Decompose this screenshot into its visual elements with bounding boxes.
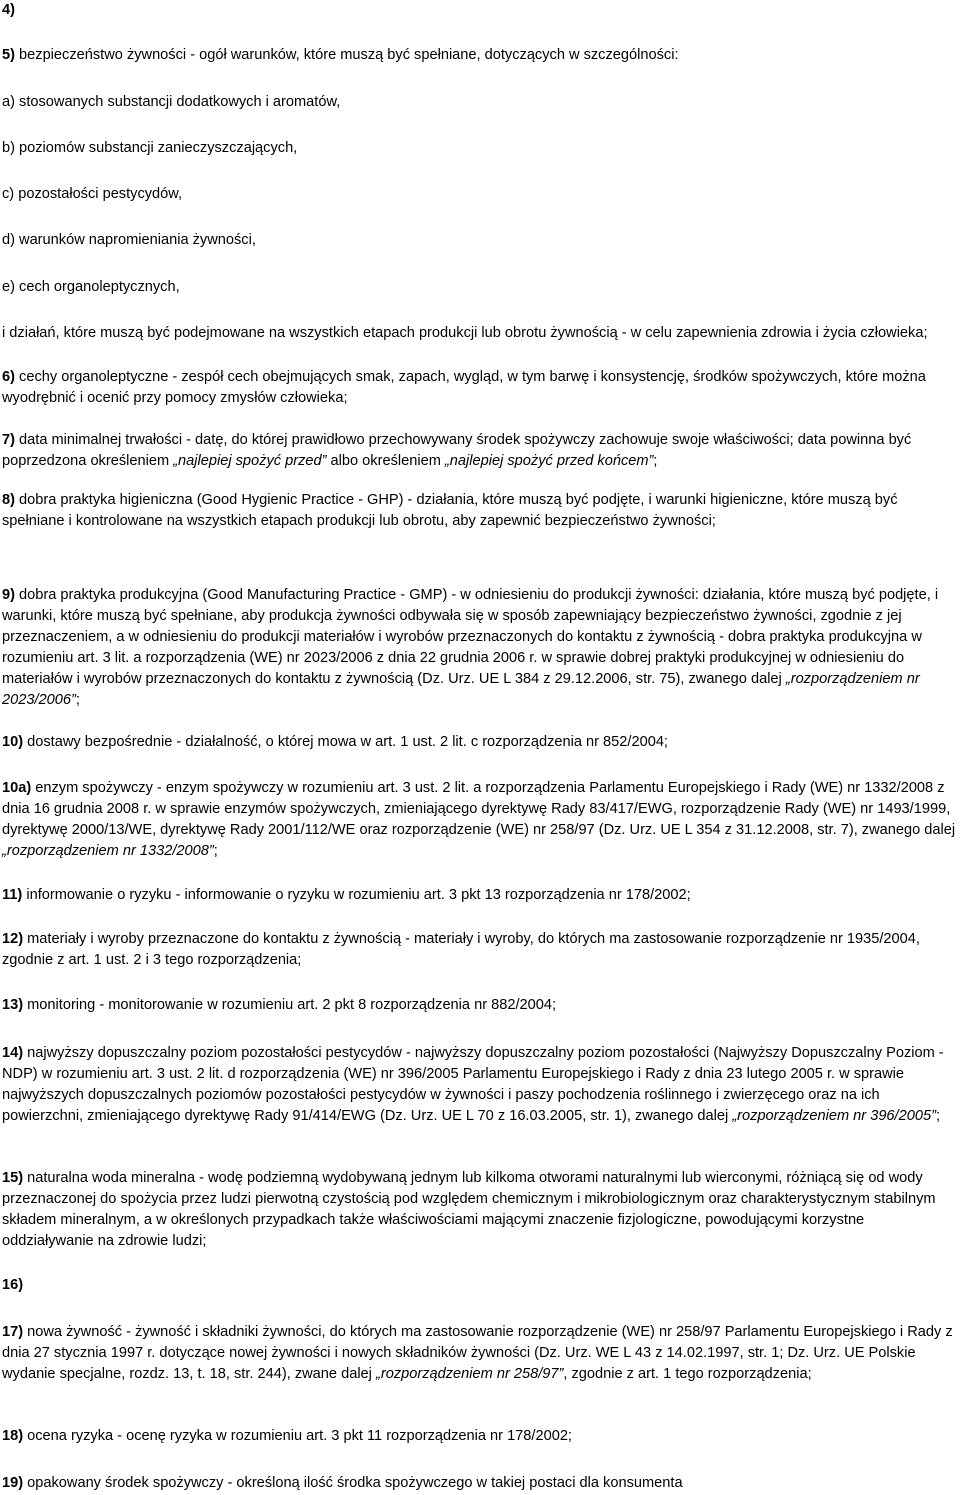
paragraph: [2, 0, 956, 21]
paragraph-text: a) stosowanych substancji dodatkowych i aromatów,: [2, 94, 341, 110]
paragraph: [2, 1043, 956, 1127]
paragraph-text: ;: [653, 453, 658, 469]
item-number: 11): [2, 887, 23, 903]
paragraph-text: ;: [935, 1108, 940, 1124]
item-number: 5): [2, 47, 15, 63]
paragraph: [2, 1322, 956, 1385]
paragraph-text: nowa żywność - żywność i składniki żywności, do których ma zastosowanie rozporządzenie (WE) nr 258/97 Parlamentu Europejskiego i Rady z dnia 27 stycznia 1997 r. dotyczące nowej żywności i nowych składników żywności (Dz. Urz. WE L 43 z 14.02.1997, str. 1; Dz. Urz. UE Polskie wydanie specjalne, rozdz. 13, t. 18, str. 244), zwane dalej: [2, 1324, 953, 1382]
paragraph: [2, 138, 956, 159]
item-number: 12): [2, 931, 24, 947]
paragraph-text: informowanie o ryzyku - informowanie o ryzyku w rozumieniu art. 3 pkt 13 rozporządzenia nr 178/2002;: [22, 887, 691, 903]
paragraph-text: data minimalnej trwałości - datę, do której prawidłowo przechowywany środek spożywczy zachowuje swoje właściwości; data powinna być poprzedzona określeniem: [2, 432, 912, 469]
item-number: 7): [2, 432, 15, 448]
paragraph-text: ;: [213, 843, 218, 859]
paragraph-text: b) poziomów substancji zanieczyszczających,: [2, 140, 298, 156]
paragraph: [2, 323, 956, 344]
paragraph: [2, 1275, 956, 1296]
paragraph: [2, 929, 956, 971]
paragraph: [2, 45, 956, 66]
paragraph-text: ocena ryzyka - ocenę ryzyka w rozumieniu art. 3 pkt 11 rozporządzenia nr 178/2002;: [23, 1428, 572, 1444]
paragraph: [2, 184, 956, 205]
paragraph-text: cechy organoleptyczne - zespół cech obejmujących smak, zapach, wygląd, w tym barwę i konsystencję, środków spożywczych, które można wyodrębnić i ocenić przy pomocy zmysłów człowieka;: [2, 369, 926, 406]
paragraph: [2, 995, 956, 1016]
paragraph: [2, 92, 956, 113]
paragraph-text: bezpieczeństwo żywności - ogół warunków, które muszą być spełniane, dotyczących w szczególności:: [14, 47, 679, 63]
item-number: 19): [2, 1475, 24, 1491]
italic-term: „rozporządzeniem nr 2023/2006”: [2, 671, 920, 708]
paragraph: [2, 1168, 956, 1252]
paragraph-text: materiały i wyroby przeznaczone do kontaktu z żywnością - materiały i wyroby, do których ma zastosowanie rozporządzenie nr 1935/2004, zgodnie z art. 1 ust. 2 i 3 tego rozporządzenia;: [2, 931, 920, 968]
paragraph-text: monitoring - monitorowanie w rozumieniu art. 2 pkt 8 rozporządzenia nr 882/2004;: [23, 997, 557, 1013]
paragraph-text: enzym spożywczy - enzym spożywczy w rozumieniu art. 3 ust. 2 lit. a rozporządzenia Parlamentu Europejskiego i Rady (WE) nr 1332/2008 z dnia 16 grudnia 2008 r. w sprawie enzymów spożywczych, zmieniającego dyrektywę Rady 83/417/EWG, rozporządzenie Rady (WE) nr 1493/1999, dyrektywę 2000/13/WE, dyrektywę Rady 2001/112/WE oraz rozporządzenie (WE) nr 258/97 (Dz. Urz. UE L 354 z 31.12.2008, str. 7), zwanego dalej: [2, 780, 956, 838]
item-number: 10): [2, 734, 24, 750]
paragraph: [2, 430, 956, 472]
item-number: 4): [2, 2, 15, 18]
paragraph: [2, 1426, 956, 1447]
paragraph: [2, 778, 956, 862]
item-number: 10a): [2, 780, 32, 796]
paragraph: [2, 885, 956, 906]
italic-term: „rozporządzeniem nr 258/97”: [375, 1366, 564, 1382]
paragraph-text: e) cech organoleptycznych,: [2, 279, 180, 295]
item-number: 9): [2, 587, 15, 603]
italic-term: „rozporządzeniem nr 1332/2008”: [2, 843, 214, 859]
paragraph-text: naturalna woda mineralna - wodę podziemną wydobywaną jednym lub kilkoma otworami naturalnymi lub wierconymi, różniącą się od wody przeznaczonej do spożycia przez ludzi pierwotną czystością pod względem chemicznym i mikrobiologicznym oraz charakterystycznym stabilnym składem mineralnym, a w określonych przypadkach także właściwościami mającymi znaczenie fizjologiczne, powodującymi korzystne oddziaływanie na zdrowie ludzi;: [2, 1170, 936, 1249]
italic-term: „rozporządzeniem nr 396/2005”: [732, 1108, 936, 1124]
item-number: 13): [2, 997, 24, 1013]
item-number: 6): [2, 369, 15, 385]
paragraph-text: opakowany środek spożywczy - określoną ilość środka spożywczego w takiej postaci dla konsumenta: [23, 1475, 683, 1491]
item-number: 15): [2, 1170, 24, 1186]
item-number: 18): [2, 1428, 24, 1444]
paragraph-text: dobra praktyka higieniczna (Good Hygienic Practice - GHP) - działania, które muszą być podjęte, i warunki higieniczne, które muszą być spełniane i kontrolowane na wszystkich etapach produkcji lub obrotu, aby zapewnić bezpieczeństwo żywności;: [2, 492, 898, 529]
paragraph: [2, 490, 956, 532]
paragraph-text: i działań, które muszą być podejmowane na wszystkich etapach produkcji lub obrotu żywnością - w celu zapewnienia zdrowia i życia człowieka;: [2, 325, 928, 341]
paragraph-text: dobra praktyka produkcyjna (Good Manufacturing Practice - GMP) - w odniesieniu do produkcji żywności: działania, które muszą być podjęte, i warunki, które muszą być spełniane, aby produkcja żywności odbywała się w sposób zapewniający bezpieczeństwo żywności, zgodnie z jej przeznaczeniem, a w odniesieniu do produkcji materiałów i wyrobów przeznaczonych do kontaktu z żywnością - dobra praktyka produkcyjna w rozumieniu art. 3 lit. a rozporządzenia (WE) nr 2023/2006 z dnia 22 grudnia 2006 r. w sprawie dobrej praktyki produkcyjnej w odniesieniu do materiałów i wyrobów przeznaczonych do kontaktu z żywnością (Dz. Urz. UE L 384 z 29.12.2006, str. 75), zwanego dalej: [2, 587, 939, 687]
item-number: 16): [2, 1277, 24, 1293]
item-number: 8): [2, 492, 15, 508]
paragraph: [2, 367, 956, 409]
paragraph-text: ;: [75, 692, 80, 708]
paragraph: [2, 277, 956, 298]
paragraph-text: c) pozostałości pestycydów,: [2, 186, 183, 202]
paragraph-text: dostawy bezpośrednie - działalność, o której mowa w art. 1 ust. 2 lit. c rozporządzenia nr 852/2004;: [23, 734, 668, 750]
paragraph-text: najwyższy dopuszczalny poziom pozostałości pestycydów - najwyższy dopuszczalny poziom pozostałości (Najwyższy Dopuszczalny Poziom - NDP) w rozumieniu art. 3 ust. 2 lit. d rozporządzenia (WE) nr 396/2005 Parlamentu Europejskiego i Rady z dnia 23 lutego 2005 r. w sprawie najwyższych dopuszczalnych poziomów pozostałości pestycydów w żywności i paszy pochodzenia roślinnego i zwierzęcego oraz na ich powierzchni, zmieniającego dyrektywę Rady 91/414/EWG (Dz. Urz. UE L 70 z 16.03.2005, str. 1), zwanego dalej: [2, 1045, 944, 1124]
paragraph-text: , zgodnie z art. 1 tego rozporządzenia;: [563, 1366, 812, 1382]
paragraph: [2, 1473, 956, 1494]
italic-term: „najlepiej spożyć przed końcem”: [444, 453, 654, 469]
paragraph: [2, 230, 956, 251]
italic-term: „najlepiej spożyć przed”: [173, 453, 327, 469]
paragraph-text: albo określeniem: [326, 453, 445, 469]
paragraph: [2, 585, 956, 711]
paragraph: [2, 732, 956, 753]
paragraph-text: d) warunków napromieniania żywności,: [2, 232, 256, 248]
item-number: 17): [2, 1324, 24, 1340]
item-number: 14): [2, 1045, 24, 1061]
